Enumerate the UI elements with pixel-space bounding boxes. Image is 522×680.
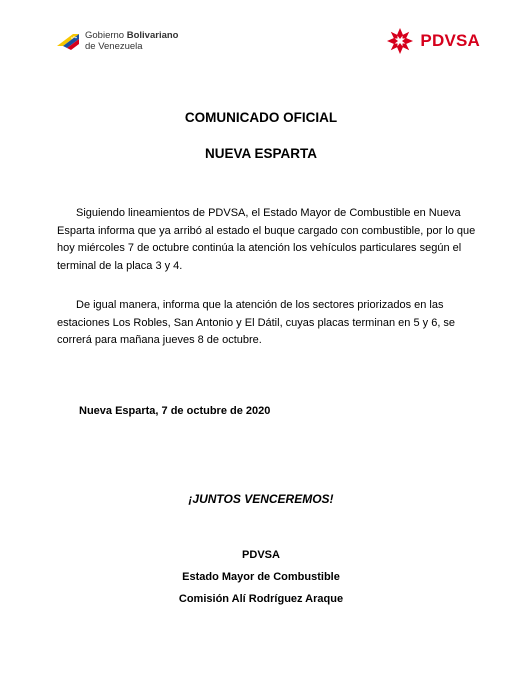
venezuela-flag-icon — [55, 30, 81, 52]
paragraph-2 — [57, 297, 481, 350]
document-subtitle: NUEVA ESPARTA — [204, 146, 317, 161]
pdvsa-sun-icon — [385, 26, 415, 56]
date-line: Nueva Esparta, 7 de octubre de 2020 — [79, 405, 271, 417]
signature-dept: Estado Mayor de Combustible — [182, 571, 340, 583]
slogan: ¡JUNTOS VENCEREMOS! — [188, 492, 334, 506]
gobierno-bold: Bolivariano — [126, 30, 179, 41]
signature-org: PDVSA — [242, 549, 280, 561]
document-title: COMUNICADO OFICIAL — [184, 110, 338, 125]
paragraph-1-text: Siguiendo lineamientos de PDVSA, el Estado Mayor de Combustible en Nueva Esparta informa que ya arribó al estado el buque cargado con combustible, por lo que hoy miércoles 7 de octubre continúa la atención los vehículos particulares según el terminal de la placa 3 y 4. — [57, 207, 476, 272]
pdvsa-brand-text: PDVSA — [420, 31, 480, 50]
signature-commission: Comisión Alí Rodríguez Araque — [178, 593, 344, 605]
paragraph-1 — [57, 205, 481, 275]
paragraph-2-text: De igual manera, informa que la atención de los sectores priorizados en las estaciones Los Robles, San Antonio y El Dátil, cuyas placas terminan en 5 y 6, se correrá para mañana jueves 8 de octubre. — [57, 299, 456, 346]
gobierno-line2: de Venezuela — [85, 41, 143, 52]
pdvsa-logo — [385, 26, 480, 56]
gobierno-prefix: Gobierno — [85, 30, 127, 41]
gobierno-bolivariano-logo — [55, 30, 178, 52]
